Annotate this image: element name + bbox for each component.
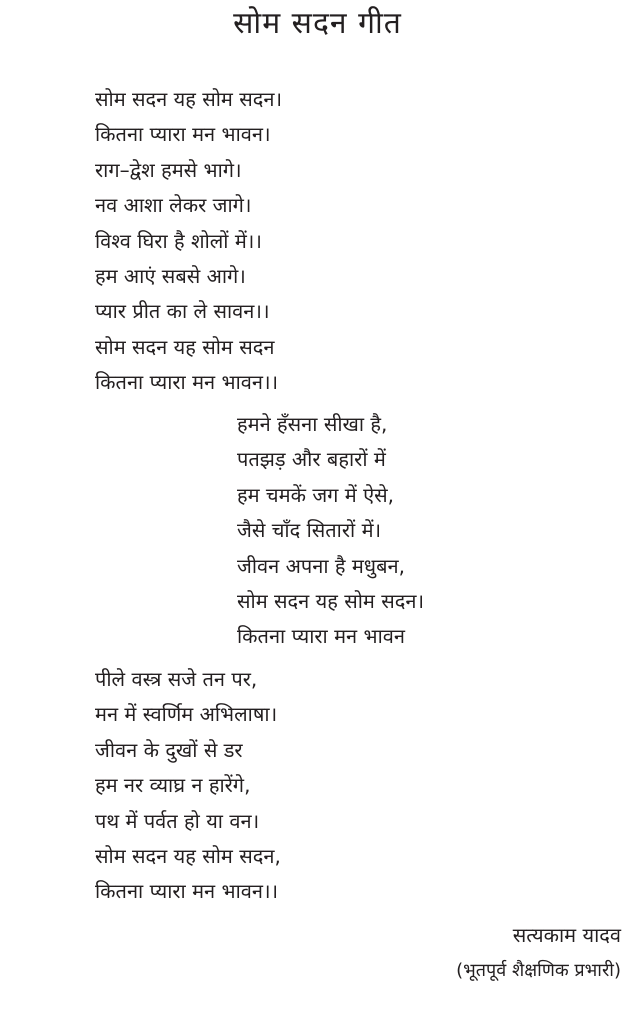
poem-line: पतझड़ और बहारों में <box>237 447 386 472</box>
poem-line: विश्व घिरा है शोलों में।। <box>95 228 262 253</box>
poem-line: सोम सदन यह सोम सदन। <box>95 87 283 111</box>
poem-line: कितना प्यारा मन भावन।। <box>95 879 279 904</box>
poem-line: हम नर व्याघ्र न हारेंगे, <box>95 773 251 798</box>
stanza-3 <box>95 662 281 910</box>
poem-line: जीवन अपना है मधुबन, <box>237 553 405 578</box>
poem-line: जीवन के दुखों से डर <box>95 737 243 762</box>
poem-line: मन में स्वर्णिम अभिलाषा। <box>95 702 278 727</box>
poem-line: हम चमकें जग में ऐसे, <box>237 482 395 507</box>
poem-line: राग–द्वेश हमसे भागे। <box>95 157 242 182</box>
poem-line: सोम सदन यह सोम सदन, <box>95 843 281 868</box>
poem-line: जैसे चाँद सितारों में। <box>237 518 382 543</box>
poem-line: हम आएं सबसे आगे। <box>95 263 246 288</box>
stanza-1 <box>95 82 282 401</box>
poem-line: हमने हँसना सीखा है, <box>237 412 388 436</box>
poem-line: नव आशा लेकर जागे। <box>95 193 252 218</box>
poem-line: पथ में पर्वत हो या वन। <box>95 808 260 833</box>
poem-line: कितना प्यारा मन भावन। <box>95 122 271 147</box>
author-role: (भूतपूर्व शैक्षणिक प्रभारी) <box>456 960 621 981</box>
poem-line: पीले वस्त्र सजे तन पर, <box>95 667 258 691</box>
poem-line: कितना प्यारा मन भावन।। <box>95 370 279 395</box>
stanza-2 <box>237 407 424 655</box>
poem-title: सोम सदन गीत <box>233 6 402 41</box>
poem-line: प्यार प्रीत का ले सावन।। <box>95 299 270 324</box>
author-name: सत्यकाम यादव <box>512 923 621 947</box>
poem-line: कितना प्यारा मन भावन <box>237 624 405 649</box>
poem-line: सोम सदन यह सोम सदन <box>95 334 275 359</box>
poem-line: सोम सदन यह सोम सदन। <box>237 588 425 613</box>
